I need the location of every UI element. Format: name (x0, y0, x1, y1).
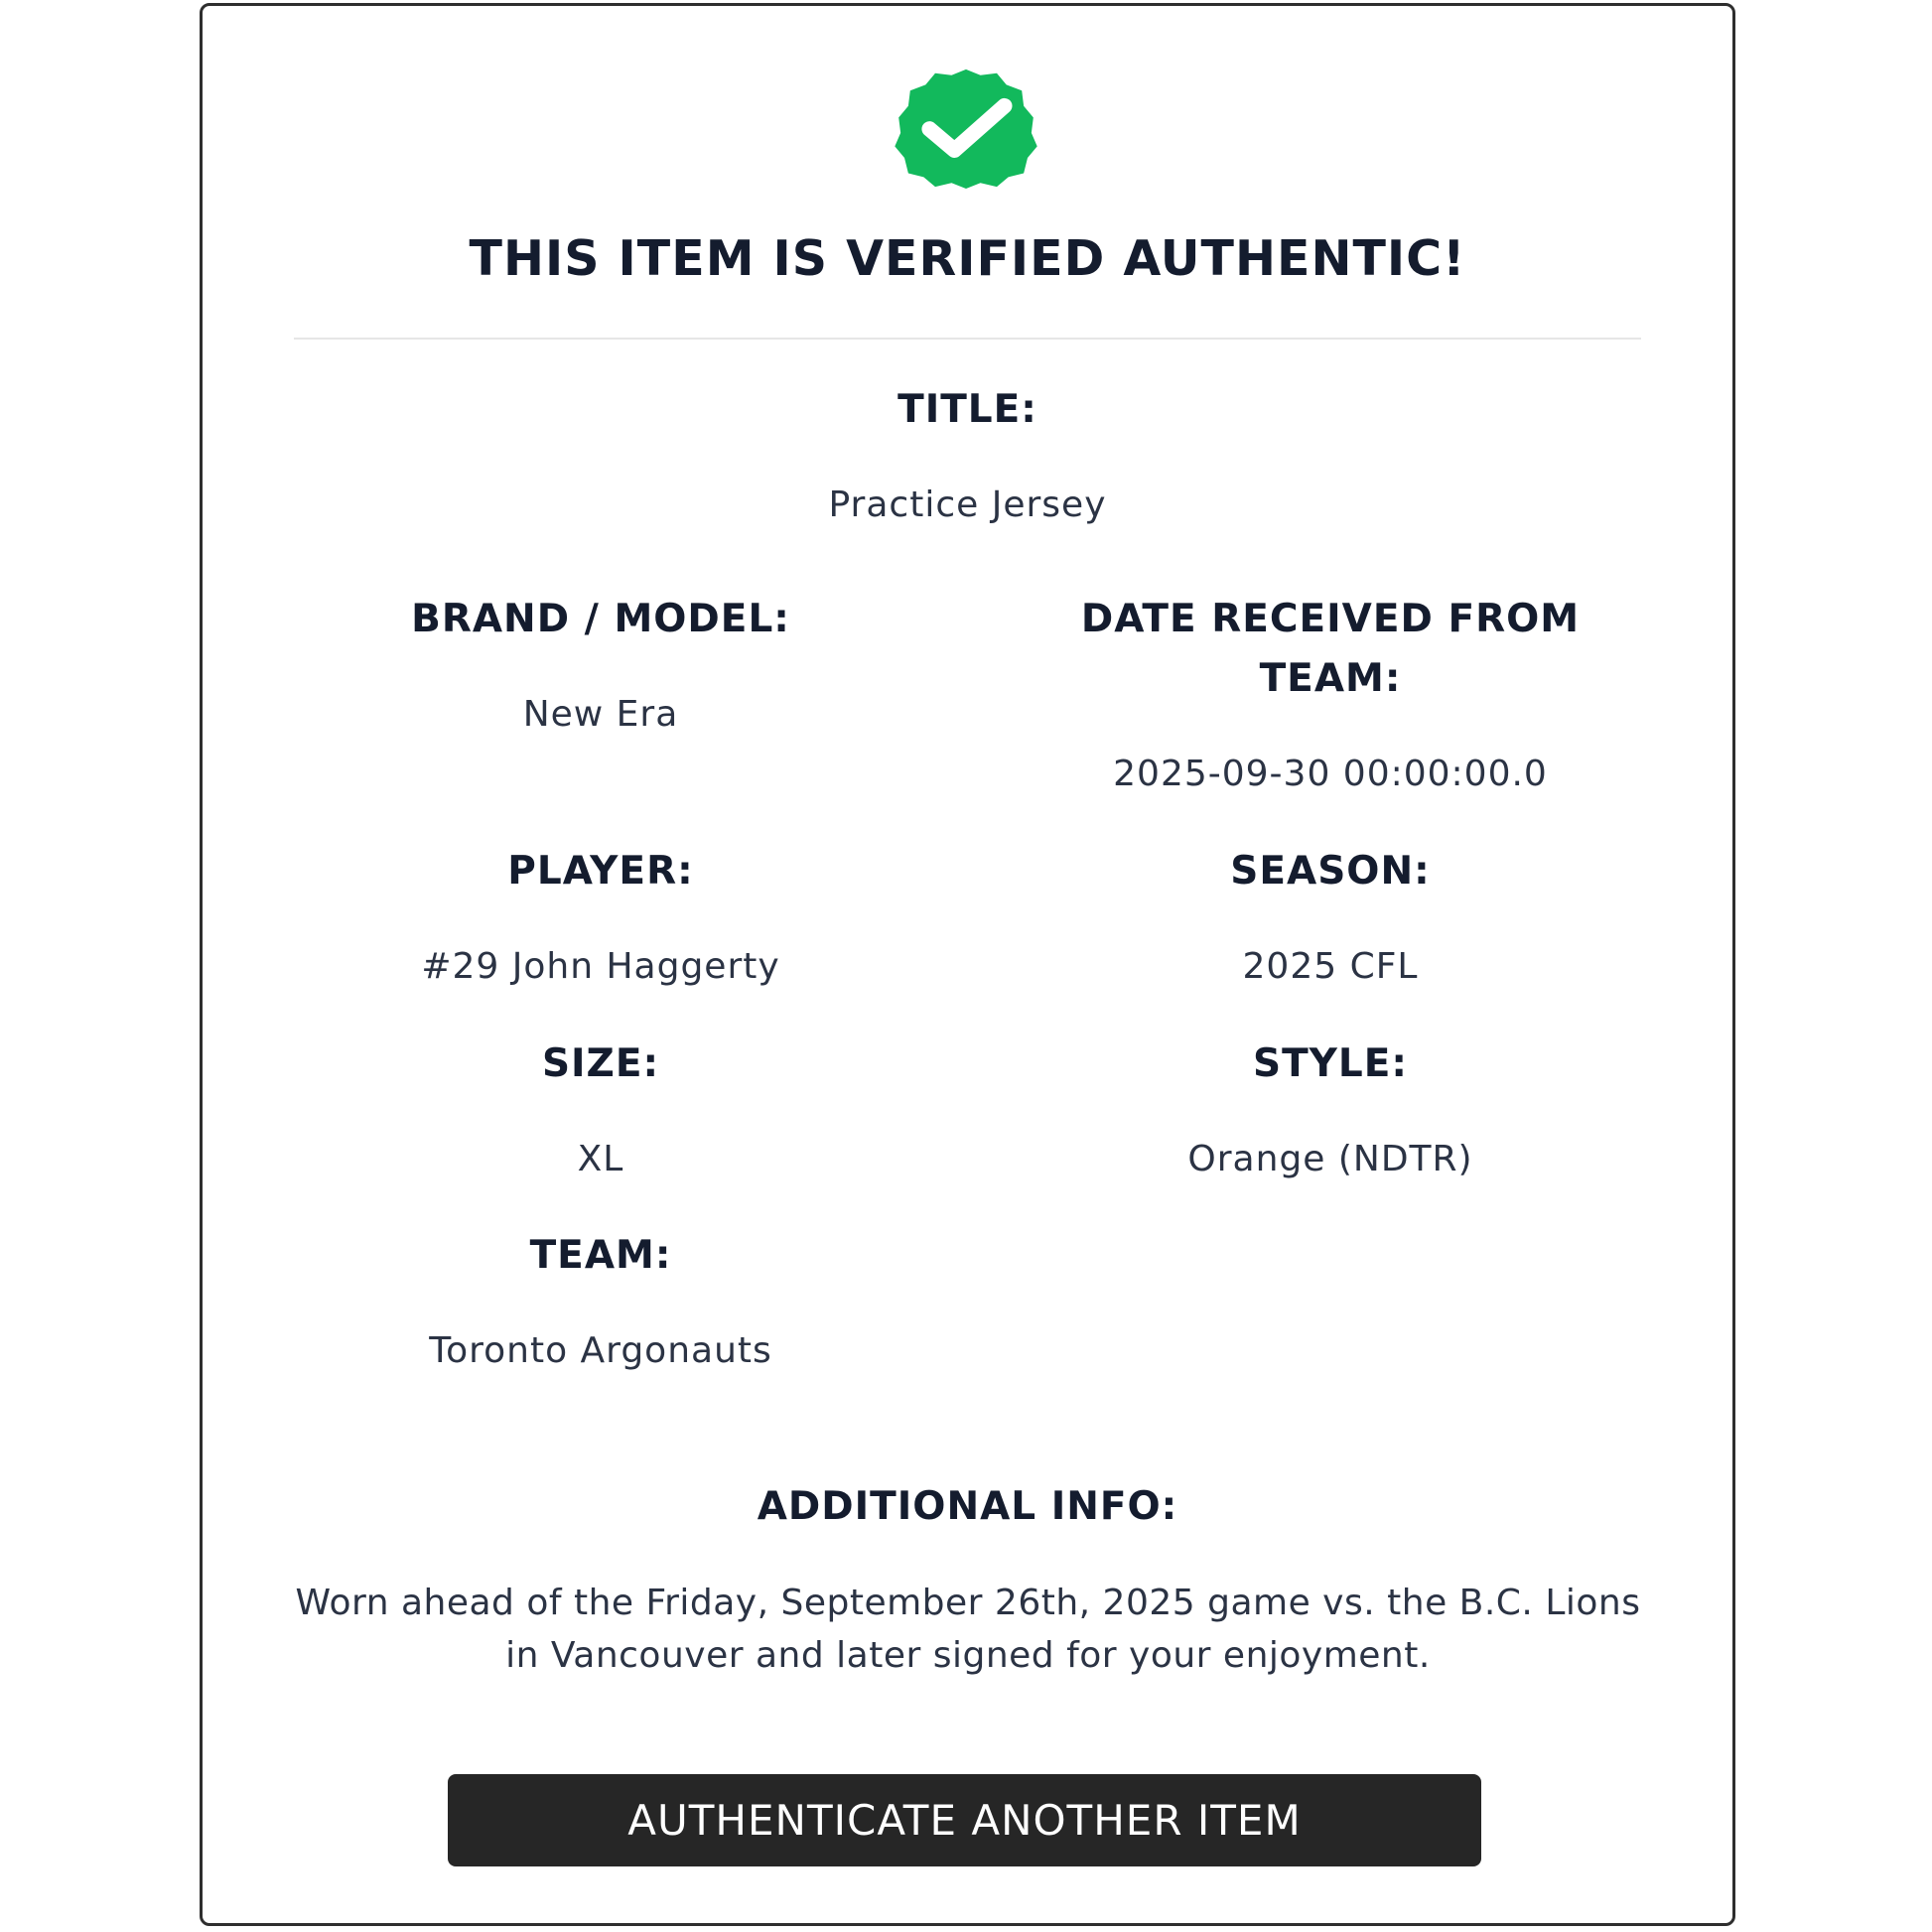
additional-info-text: Worn ahead of the Friday, September 26th, 2025 game vs. the B.C. Lions in Vancouver and later signed for your enjoyment. (295, 1583, 1641, 1676)
team-value: Toronto Argonauts (429, 1330, 772, 1371)
style-value: Orange (NDTR) (1187, 1139, 1473, 1179)
size-label: SIZE: (541, 1041, 660, 1086)
player-value: #29 John Haggerty (421, 946, 780, 987)
size-value: XL (577, 1139, 624, 1179)
additional-info-label: ADDITIONAL INFO: (757, 1484, 1178, 1529)
season-value: 2025 CFL (1242, 946, 1419, 987)
season-label: SEASON: (1230, 849, 1431, 894)
player-label: PLAYER: (507, 849, 694, 894)
title-label: TITLE: (897, 387, 1037, 432)
divider (294, 338, 1641, 340)
team-label: TEAM: (529, 1233, 672, 1278)
date-received-label: DATE RECEIVED FROM TEAM: (1080, 597, 1581, 701)
title-value: Practice Jersey (828, 484, 1107, 525)
verified-check-badge-icon (869, 66, 1063, 189)
verified-headline: THIS ITEM IS VERIFIED AUTHENTIC! (469, 230, 1466, 287)
brand-model-value: New Era (522, 694, 679, 735)
badge-shape (895, 69, 1036, 189)
authenticate-another-item-button[interactable]: AUTHENTICATE ANOTHER ITEM (448, 1774, 1481, 1866)
style-label: STYLE: (1252, 1041, 1409, 1086)
brand-model-label: BRAND / MODEL: (411, 597, 790, 641)
date-received-value: 2025-09-30 00:00:00.0 (1113, 754, 1548, 794)
